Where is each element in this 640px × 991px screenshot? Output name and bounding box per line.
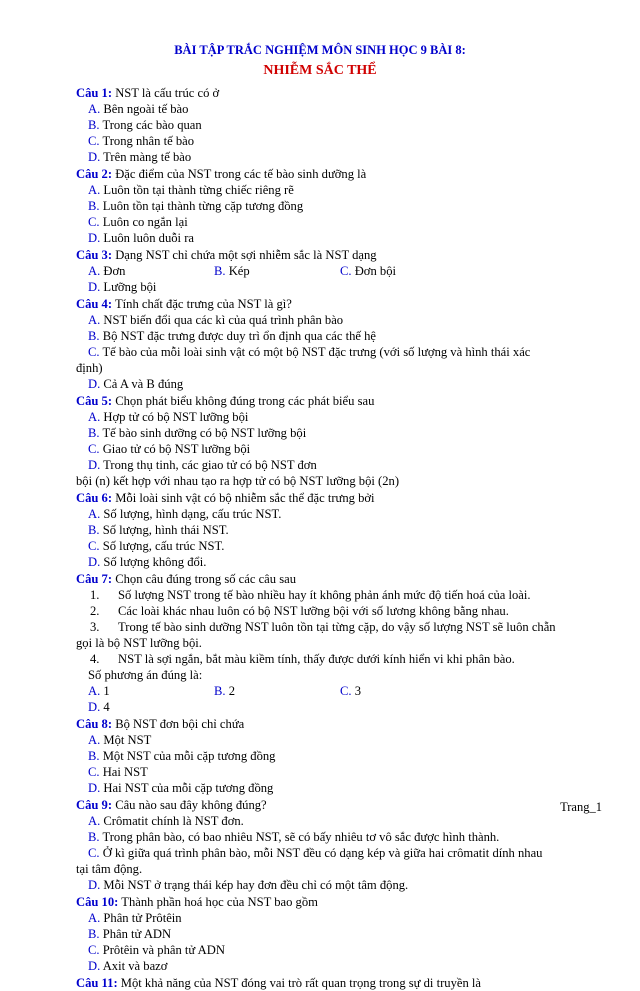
option-letter: C.: [88, 215, 100, 229]
option-letter: C.: [88, 943, 100, 957]
option-letter: B.: [88, 329, 100, 343]
option-text: Trong nhân tế bào: [99, 134, 195, 148]
option-d[interactable]: [88, 958, 341, 974]
option-text: Phân tử Prôtêin: [100, 911, 182, 925]
statement-number: 2.: [90, 604, 100, 618]
question-11: [76, 975, 586, 991]
statement-item: [90, 619, 586, 635]
option-letter: B.: [88, 426, 100, 440]
options: [76, 910, 586, 974]
option-text: Một NST: [100, 733, 152, 747]
option-letter: C.: [88, 846, 100, 860]
option-letter: A.: [88, 264, 101, 278]
question-text: NST là cấu trúc có ở: [112, 86, 220, 100]
option-a[interactable]: [88, 506, 341, 522]
option-d[interactable]: [88, 554, 341, 570]
option-text: Axit và bazơ: [100, 959, 168, 973]
question-2: [76, 166, 586, 246]
option-text: Trong các bào quan: [99, 118, 202, 132]
option-letter: A.: [88, 507, 101, 521]
options: [76, 263, 586, 295]
option-text: Cả A và B đúng: [100, 377, 184, 391]
question-text: Dạng NST chỉ chứa một sợi nhiễm sắc là NST dạng: [112, 248, 377, 262]
statement-item: [90, 651, 586, 667]
option-b[interactable]: [88, 926, 341, 942]
question-text: Một khả năng của NST đóng vai trò rất quan trọng trong sự di truyền là: [117, 976, 481, 990]
option-b[interactable]: [88, 829, 586, 845]
options: [76, 683, 586, 715]
question-text: Thành phần hoá học của NST bao gồm: [118, 895, 318, 909]
option-c[interactable]: [340, 683, 466, 699]
statement-item: [90, 587, 586, 603]
options: [76, 732, 586, 796]
question-text: Tính chất đặc trưng của NST là gì?: [112, 297, 292, 311]
option-letter: C.: [340, 264, 352, 278]
option-letter: B.: [88, 927, 100, 941]
option-a[interactable]: [88, 910, 341, 926]
option-letter: A.: [88, 911, 101, 925]
option-text: Luôn tồn tại thành từng chiếc riêng rẽ: [100, 183, 294, 197]
option-text: Tế bào của mỗi loài sinh vật có một bộ NST đặc trưng (với số lượng và hình thái xác: [99, 345, 531, 359]
statement-text: NST là sợi ngắn, bắt màu kiềm tính, thấy được dưới kính hiển vi khi phân bào.: [118, 652, 515, 666]
question-6: [76, 490, 586, 570]
statement-item: [90, 603, 586, 619]
option-text: Số lượng, hình dạng, cấu trúc NST.: [100, 507, 282, 521]
statement-number: 4.: [90, 652, 100, 666]
question-number: Câu 5:: [76, 394, 113, 408]
question-number: Câu 8:: [76, 717, 113, 731]
option-b[interactable]: [88, 117, 341, 133]
option-b[interactable]: [88, 198, 341, 214]
option-letter: C.: [88, 442, 100, 456]
option-text: Lưỡng bội: [100, 280, 157, 294]
option-letter: A.: [88, 814, 101, 828]
option-a[interactable]: [88, 101, 341, 117]
option-letter: C.: [88, 765, 100, 779]
option-text: NST biến đổi qua các kì của quá trình phân bào: [100, 313, 344, 327]
option-text: Số lượng không đổi.: [100, 555, 207, 569]
option-letter: C.: [88, 539, 100, 553]
option-letter: B.: [88, 523, 100, 537]
option-text: Mỗi NST ở trạng thái kép hay đơn đều chỉ có một tâm động.: [100, 878, 409, 892]
question-5: [76, 393, 586, 489]
option-text: Luôn co ngắn lại: [99, 215, 188, 229]
options: [76, 813, 586, 861]
statement-number: 1.: [90, 588, 100, 602]
question-4: [76, 296, 586, 392]
option-b[interactable]: [88, 748, 341, 764]
option-text: Một NST của mỗi cặp tương đồng: [99, 749, 276, 763]
options: [76, 877, 586, 893]
option-text: Giao tử có bộ NST lưỡng bội: [99, 442, 251, 456]
option-text: Hợp tử có bộ NST lưỡng bội: [100, 410, 249, 424]
page-number: Trang_1: [560, 800, 602, 814]
options: [76, 409, 586, 473]
question-text: Câu nào sau đây không đúng?: [112, 798, 267, 812]
question-number: Câu 10:: [76, 895, 119, 909]
option-text: Tế bào sinh dưỡng có bộ NST lưỡng bội: [99, 426, 307, 440]
question-number: Câu 2:: [76, 167, 113, 181]
option-text: Số lượng, hình thái NST.: [99, 523, 229, 537]
question-9: [76, 797, 586, 893]
option-text: Đơn: [100, 264, 126, 278]
option-letter: D.: [88, 150, 101, 164]
option-letter: B.: [214, 264, 226, 278]
question-prompt: Số phương án đúng là:: [88, 668, 203, 682]
option-text: Luôn luôn duỗi ra: [100, 231, 194, 245]
option-text: Trên màng tế bào: [100, 150, 192, 164]
option-text: Phân tử ADN: [99, 927, 172, 941]
option-a[interactable]: [88, 683, 214, 699]
question-7: [76, 571, 586, 715]
option-c[interactable]: [88, 764, 341, 780]
option-letter: B.: [88, 118, 100, 132]
option-d[interactable]: [88, 877, 586, 893]
option-b[interactable]: [88, 522, 341, 538]
question-text: Mỗi loài sinh vật có bộ nhiễm sắc thể đặc trưng bởi: [112, 491, 375, 505]
statement-number: 3.: [90, 620, 100, 634]
document-subtitle: NHIỄM SẮC THỂ: [263, 63, 377, 78]
question-1: [76, 85, 586, 165]
option-text: Ở kì giữa quá trình phân bào, mỗi NST đều có dạng kép và giữa hai crômatit dính nhau: [99, 846, 543, 860]
option-letter: D.: [88, 458, 101, 472]
option-a[interactable]: [88, 409, 341, 425]
option-text: Trong thụ tinh, các giao tử có bộ NST đơn: [100, 458, 317, 472]
option-d[interactable]: [88, 230, 341, 246]
question-10: [76, 894, 586, 974]
option-a[interactable]: [88, 732, 341, 748]
option-c[interactable]: [88, 845, 586, 861]
option-letter: A.: [88, 102, 101, 116]
option-c[interactable]: [88, 441, 341, 457]
option-letter: A.: [88, 183, 101, 197]
option-text: Trong phân bào, có bao nhiêu NST, sẽ có bấy nhiêu tơ vô sắc được hình thành.: [99, 830, 500, 844]
question-list: [76, 84, 586, 991]
option-letter: D.: [88, 555, 101, 569]
option-d[interactable]: [88, 780, 341, 796]
option-text: Hai NST của mỗi cặp tương đồng: [100, 781, 274, 795]
options: [76, 506, 586, 570]
question-text: Chọn câu đúng trong số các câu sau: [112, 572, 297, 586]
option-letter: C.: [88, 134, 100, 148]
option-letter: B.: [214, 684, 226, 698]
option-letter: B.: [88, 199, 100, 213]
statement-text: Các loài khác nhau luôn có bộ NST lưỡng bội với số lương không bằng nhau.: [118, 604, 509, 618]
option-d[interactable]: [88, 149, 341, 165]
option-letter: A.: [88, 410, 101, 424]
option-c[interactable]: [88, 133, 341, 149]
option-text: Số lượng, cấu trúc NST.: [99, 539, 225, 553]
question-number: Câu 3:: [76, 248, 113, 262]
option-text: 2: [225, 684, 236, 698]
option-b[interactable]: [88, 425, 341, 441]
option-b[interactable]: [88, 328, 586, 344]
options: [76, 101, 586, 165]
question-number: Câu 9:: [76, 798, 113, 812]
question-number: Câu 6:: [76, 491, 113, 505]
option-text: 1: [100, 684, 110, 698]
option-letter: D.: [88, 280, 101, 294]
question-3: [76, 247, 586, 295]
question-text: Đặc điểm của NST trong các tế bào sinh dưỡng là: [112, 167, 367, 181]
question-text: Bộ NST đơn bội chỉ chứa: [112, 717, 245, 731]
option-letter: D.: [88, 878, 101, 892]
option-letter: A.: [88, 733, 101, 747]
option-letter: D.: [88, 231, 101, 245]
option-text: Kép: [225, 264, 250, 278]
question-8: [76, 716, 586, 796]
option-a[interactable]: [88, 813, 586, 829]
question-text: Chọn phát biểu không đúng trong các phát biểu sau: [112, 394, 375, 408]
option-c-continuation: tại tâm động.: [76, 862, 143, 876]
option-letter: C.: [340, 684, 352, 698]
question-number: Câu 4:: [76, 297, 113, 311]
option-a[interactable]: [88, 182, 341, 198]
option-d[interactable]: [88, 699, 214, 715]
statement-text: Trong tế bào sinh dưỡng NST luôn tồn tại từng cặp, do vậy số lượng NST sẽ luôn chẵn: [118, 620, 556, 634]
statement-list: [76, 651, 586, 667]
option-d[interactable]: [88, 376, 586, 392]
option-text: Bên ngoài tế bào: [100, 102, 189, 116]
option-b[interactable]: [214, 683, 340, 699]
option-letter: D.: [88, 959, 101, 973]
option-a[interactable]: [88, 263, 214, 279]
options: [76, 182, 586, 246]
option-text: Crômatit chính là NST đơn.: [100, 814, 244, 828]
option-d[interactable]: [88, 279, 214, 295]
options: [76, 376, 586, 392]
option-letter: C.: [88, 345, 100, 359]
option-text: 3: [351, 684, 362, 698]
question-number: Câu 11:: [76, 976, 118, 990]
option-d-continuation: bội (n) kết hợp với nhau tạo ra hợp tử có bộ NST lưỡng bội (2n): [76, 474, 400, 488]
option-c[interactable]: [88, 942, 341, 958]
statement-text: Số lượng NST trong tế bào nhiều hay ít không phản ánh mức độ tiến hoá của loài.: [118, 588, 531, 602]
option-c-continuation: định): [76, 361, 103, 375]
option-text: 4: [100, 700, 110, 714]
option-text: Hai NST: [99, 765, 148, 779]
statement-list: [76, 587, 586, 635]
option-text: Bộ NST đặc trưng được duy trì ổn định qua các thế hệ: [99, 329, 377, 343]
option-letter: D.: [88, 377, 101, 391]
option-letter: A.: [88, 313, 101, 327]
option-letter: A.: [88, 684, 101, 698]
option-d[interactable]: [88, 457, 341, 473]
option-a[interactable]: [88, 312, 586, 328]
option-c[interactable]: [88, 538, 341, 554]
options: [76, 312, 586, 360]
option-b[interactable]: [214, 263, 340, 279]
statement-3-continuation: gọi là bộ NST lưỡng bội.: [76, 636, 202, 650]
option-letter: D.: [88, 700, 101, 714]
document-title: BÀI TẬP TRẮC NGHIỆM MÔN SINH HỌC 9 BÀI 8:: [174, 43, 466, 57]
option-c[interactable]: [88, 344, 586, 360]
option-text: Prôtêin và phân tử ADN: [99, 943, 225, 957]
option-c[interactable]: [88, 214, 341, 230]
option-letter: B.: [88, 830, 100, 844]
question-number: Câu 7:: [76, 572, 113, 586]
option-text: Đơn bội: [351, 264, 397, 278]
option-text: Luôn tồn tại thành từng cặp tương đồng: [99, 199, 304, 213]
option-letter: D.: [88, 781, 101, 795]
option-c[interactable]: [340, 263, 466, 279]
question-number: Câu 1:: [76, 86, 113, 100]
option-letter: B.: [88, 749, 100, 763]
